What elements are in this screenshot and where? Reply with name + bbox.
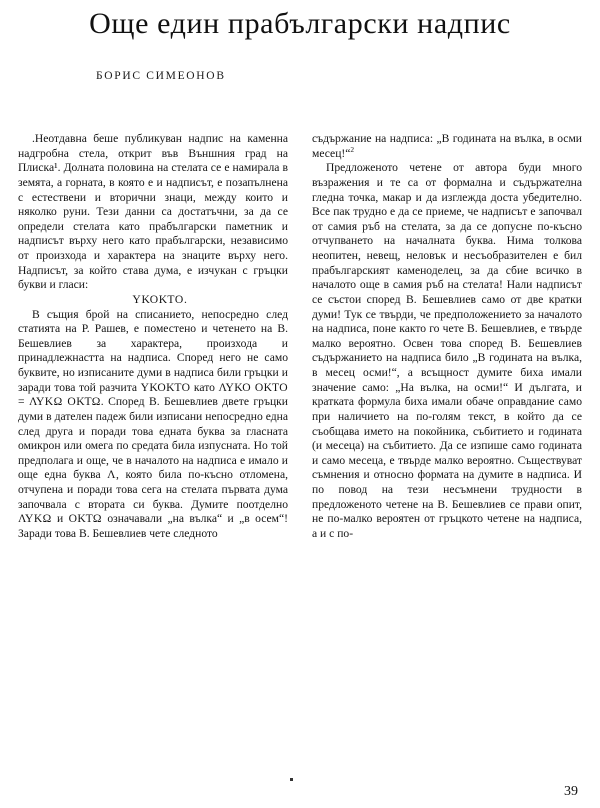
left-p2-text-g: означавали „на вълка“ и „в осем“! Заради това В. Бешевлиев чете следното (18, 512, 288, 540)
left-p2-text-a: В същия брой на списанието, непосредно след статията на Р. Рашев, е поместено и четенето на В. Бешевлиев за характера, произхода и принадлежнастта на надписа. Според него не само буквите, но изписаните думи в надписа били гръцки и заради това той разчита (18, 307, 288, 394)
left-column (18, 132, 288, 542)
page-number: 39 (564, 784, 578, 799)
right-paragraph-2: Предложеното четене от автора буди много възражения и те са от формална и съдържателна гледна точка, макар и да изглежда доста убедително. Все пак трудно е да се приеме, че надписът е започвал от самия ръб на стелата, за да се допусне по-късно отчупването на началната буква. Нима толкова неопитен, невещ, неловък и несъобразителен е бил прабългарският каменоделец, за да сбие всичко в началото още в самия ръб на стелата! Нали надписът се състои според В. Бешевлиев само от две кратки думи! Тук се твърди, че предположението за началото на надписа, поне както го чете В. Бешевлиев, е твърде малко вероятно. Освен това според В. Бешевлиев съдържанието на надписа било „В годината на вълка, в месец осми!“, а всъщност думите биха имали значение само: „На вълка, на осми!“ И дългата, и кратката формула биха имали обаче оправдание само при наличието на по-голям текст, в който да се съобщава името на покойника, събитието и годината (и месеца) на събитието. Да се изпише само годината и само месеца, е твърде малко вероятно. Съществуват съмнения и относно формата на думите в надписа. И по повод на тези несъмнени трудности в предложеното четене на В. Бешевлиев се прави опит, не по-малко вероятен от гръцкото четене на надписа, а и с по- (312, 161, 582, 540)
greek-word-ykokto: ΥΚΟΚΤΟ (140, 380, 191, 394)
right-column (312, 132, 582, 542)
two-column-body (18, 132, 582, 542)
greek-word-okto: ΟΚΤΩ (68, 512, 102, 526)
greek-word-lyko-okto-omega: ΛΥΚΩ ΟΚΤΩ (28, 395, 101, 409)
greek-word-lyko-okto: ΛΥΚΟ ΟΚΤΟ (218, 380, 288, 394)
right-p1-text: съдържание на надписа: „В годината на вълка, в осми месец!“ (312, 132, 582, 160)
left-p2-text-d: . Според В. Бешевлиев двете гръцки думи в дателен падеж били изписани непосредно една след друга и поради това едната буква за гласната омикрон или омега по средата била изпусната. Но той предполага и още, че в началото на надписа е имало и още една буква (18, 395, 288, 482)
page-title: Още един прабългарски надпис (89, 7, 511, 40)
greek-letter-lambda: Λ (107, 468, 116, 482)
right-paragraph-1-continued (312, 132, 582, 161)
footnote-marker-2: 2 (350, 144, 355, 154)
left-p2-text-e: , която била по-късно отломена, отчупена и поради това сега на стелата първата дума започвала с втората си буква. Думите поотделно (18, 468, 288, 511)
inscription-line: ΥΚΟΚΤΟ. (132, 292, 188, 306)
left-p2-text-f: и (51, 512, 69, 526)
left-paragraph-2 (18, 308, 288, 542)
left-paragraph-1: .Неотдавна беше публикуван надпис на каменна надгробна стела, открит във Външния град на Плиска¹. Долната половина на стелата се е намирала в земята, а горната, в която е и надписът, е позапълнена с естествени и вторични знаци, между които и няколко руни. Тези данни са достатъчни, за да се определи стелата като прабългарски паметник и надписът върху него като прабългарски, независимо от произхода и характера на знаците върху него. Надписът, за който става дума, е изчукан с гръцки букви и гласи: (18, 132, 288, 292)
greek-word-lyko: ΛΥΚΩ (18, 512, 52, 526)
left-p2-text-b: като (190, 380, 219, 394)
document-page (0, 8, 600, 808)
left-p2-text-c: = (18, 395, 29, 409)
footnote-separator-dot (290, 778, 293, 781)
author-byline: БОРИС СИМЕОНОВ (96, 69, 226, 82)
